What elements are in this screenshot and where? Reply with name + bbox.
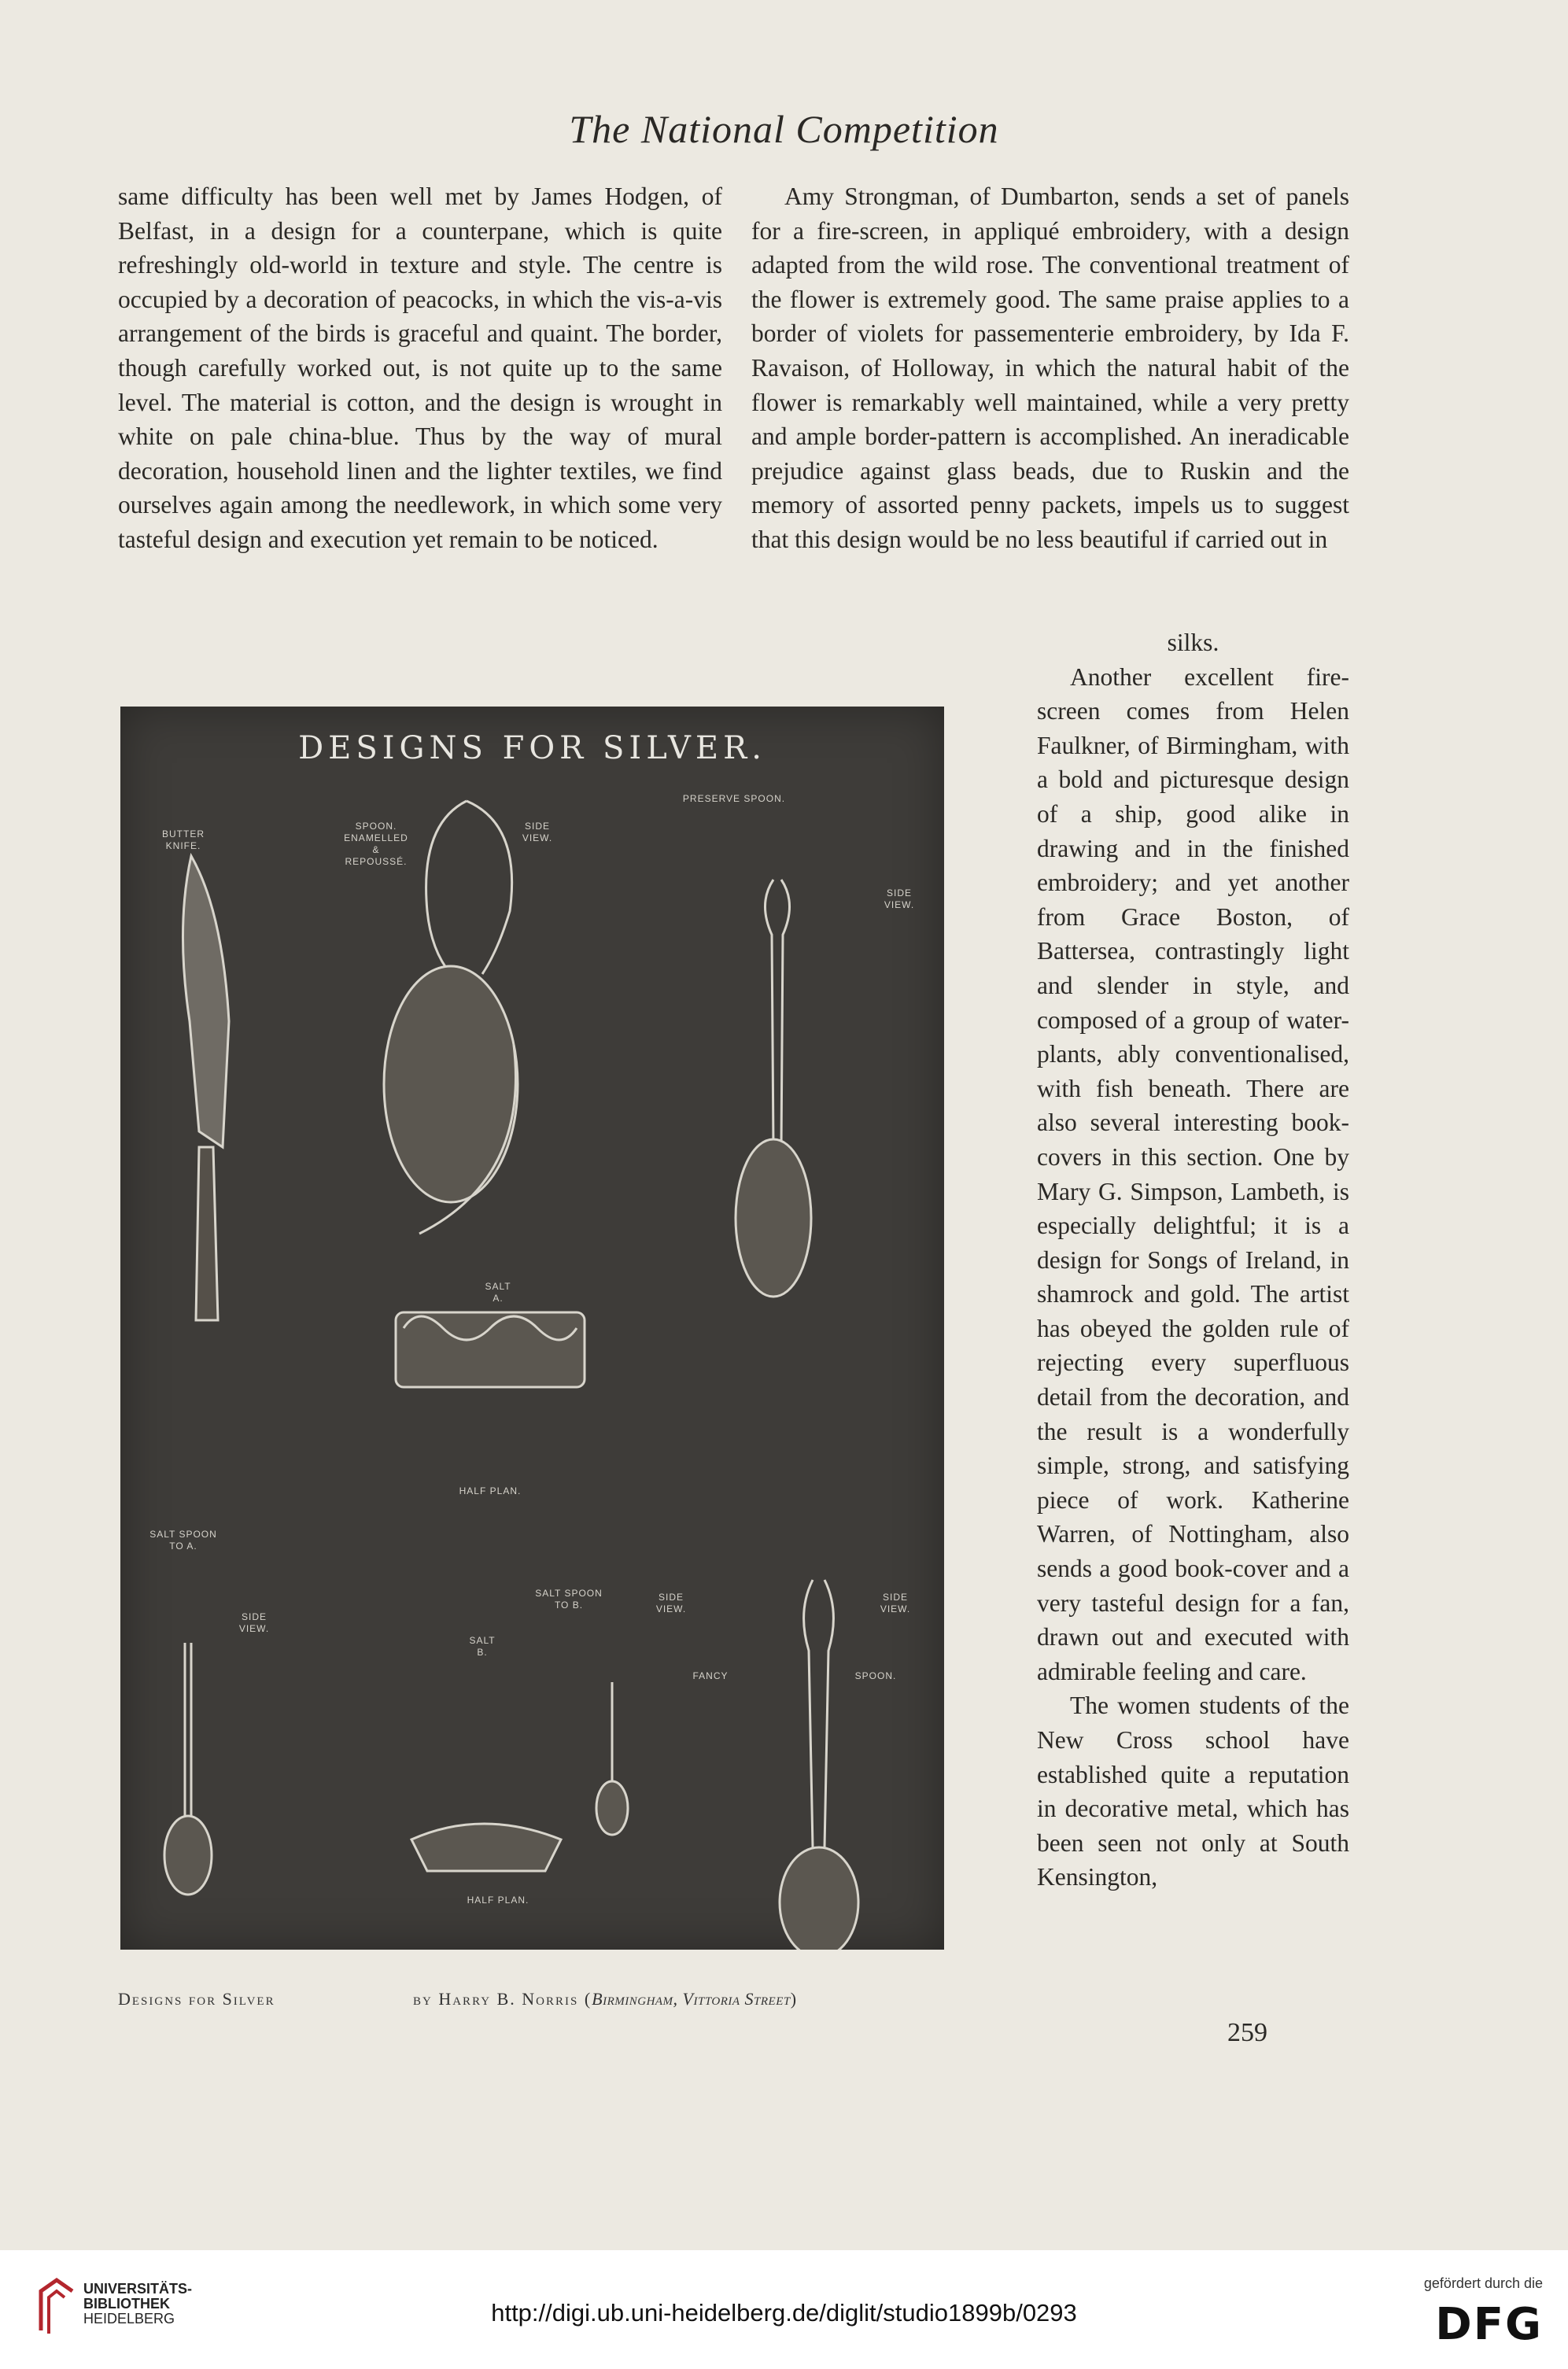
silks-line: silks. (1167, 629, 1219, 656)
right-paragraph-1: Amy Strongman, of Dumbarton, sends a set of panels for a fire-screen, in appliqué embroidery, with a design adapted from the wild rose. The conventional treatment of the flower is extremely good. The same praise applies to a border of violets for passementerie embroidery, by Ida F. Ravaison, of Holloway, in which the natural habit of the flower is remarkably well maintained, while a very pretty and ample border-pattern is accomplished. An ineradicable prejudice against glass beads, due to Ruskin and the memory of assorted penny packets, impels us to suggest that this design would be no less beautiful if carried out in (751, 183, 1349, 553)
label-preserve-spoon: PRESERVE SPOON. (682, 793, 786, 804)
library-line-3: HEIDELBERG (83, 2311, 175, 2327)
butter-knife-drawing (183, 856, 229, 1320)
label-spoon-fancy: SPOON. (854, 1670, 897, 1681)
salt-spoon-a-drawing (164, 1643, 212, 1895)
left-column (118, 179, 722, 557)
caption-left: Designs for Silver (118, 1989, 275, 2009)
right-column-top (751, 179, 1349, 557)
permalink-url[interactable]: http://digi.ub.uni-heidelberg.de/diglit/studio1899b/0293 (491, 2299, 1077, 2327)
label-side-view-2: SIDE VIEW. (884, 887, 915, 910)
left-paragraph: same difficulty has been well met by James Hodgen, of Belfast, in a design for a counterpane, which is quite refreshingly old-world in texture and style. The centre is occupied by a decoration of peacocks, in which the vis-a-vis arrangement of the birds is graceful and quaint. The border, though carefully worked out, is not quite up to the same level. The material is cotton, and the design is wrought in white on pale china-blue. Thus by the way of mural decoration, household linen and the lighter textiles, we find ourselves again among the needlework, in which some very tasteful design and execution yet remain to be noticed. (118, 183, 722, 553)
library-line-2: BIBLIOTHEK (83, 2296, 170, 2312)
silverware-drawing (120, 707, 944, 1950)
fancy-spoon-drawing (780, 1580, 858, 1950)
caption-right-suffix: ) (790, 1989, 799, 2009)
label-salt-b: SALT B. (469, 1635, 496, 1658)
plate-title: DESIGNS FOR SILVER. (298, 730, 766, 766)
funded-by-text: gefördert durch die (1423, 2275, 1543, 2291)
label-salt-a: SALT A. (485, 1281, 511, 1304)
page-number: 259 (1227, 2018, 1267, 2047)
salt-b-drawing (411, 1824, 561, 1871)
digitization-footer (0, 2250, 1568, 2369)
label-half-plan-1: HALF PLAN. (459, 1485, 522, 1496)
right-column-narrow (1037, 625, 1349, 1895)
preserve-spoon-drawing (736, 880, 811, 1297)
right-paragraph-3: The women students of the New Cross school have established quite a reputation in decorative metal, which has been seen not only at South Kensington, (1037, 1692, 1349, 1891)
running-head: The National Competition (569, 107, 999, 151)
caption-right-italic: Birmingham, Vittoria Street (592, 1989, 791, 2009)
label-half-plan-2: HALF PLAN. (467, 1895, 529, 1906)
caption-right (413, 1989, 956, 2009)
label-side-view-3: SIDE VIEW. (238, 1611, 270, 1634)
right-paragraph-2: Another excellent fire-screen comes from Helen Faulkner, of Birmingham, with a bold and picturesque design of a ship, good alike in drawing and in the finished embroidery; and yet another from Grace Boston, of Battersea, contrastingly light and slender in style, and composed of a group of water-plants, ably conventionalised, with fish beneath. There are also several interesting book-covers in this section. One by Mary G. Simpson, Lambeth, is especially delightful; it is a design for Songs of Ireland, in shamrock and gold. The artist has obeyed the golden rule of rejecting every superfluous detail from the decoration, and the result is a wonderfully simple, strong, and satisfying piece of work. Katherine Warren, of Nottingham, also sends a good book-cover and a very tasteful design for a fan, drawn out and executed with admirable feeling and care. (1037, 662, 1349, 1685)
library-line-1: UNIVERSITÄTS- (83, 2281, 193, 2297)
label-spoon: SPOON. ENAMELLED & REPOUSSÉ. (344, 821, 408, 867)
label-salt-spoon-b: SALT SPOON TO B. (535, 1588, 603, 1611)
label-butter-knife: BUTTER KNIFE. (162, 828, 205, 851)
label-side-view-1: SIDE VIEW. (522, 821, 553, 843)
salt-spoon-b-drawing (596, 1682, 628, 1835)
dfg-logo: DFG (1435, 2299, 1543, 2350)
label-fancy: FANCY (692, 1670, 729, 1681)
label-side-view-4: SIDE VIEW. (655, 1592, 687, 1614)
illustration-plate (120, 707, 944, 1950)
label-salt-spoon-a: SALT SPOON TO A. (149, 1529, 217, 1552)
label-side-view-5: SIDE VIEW. (880, 1592, 911, 1614)
salt-a-drawing (396, 1312, 585, 1387)
caption-right-prefix: by Harry B. Norris ( (413, 1989, 592, 2009)
